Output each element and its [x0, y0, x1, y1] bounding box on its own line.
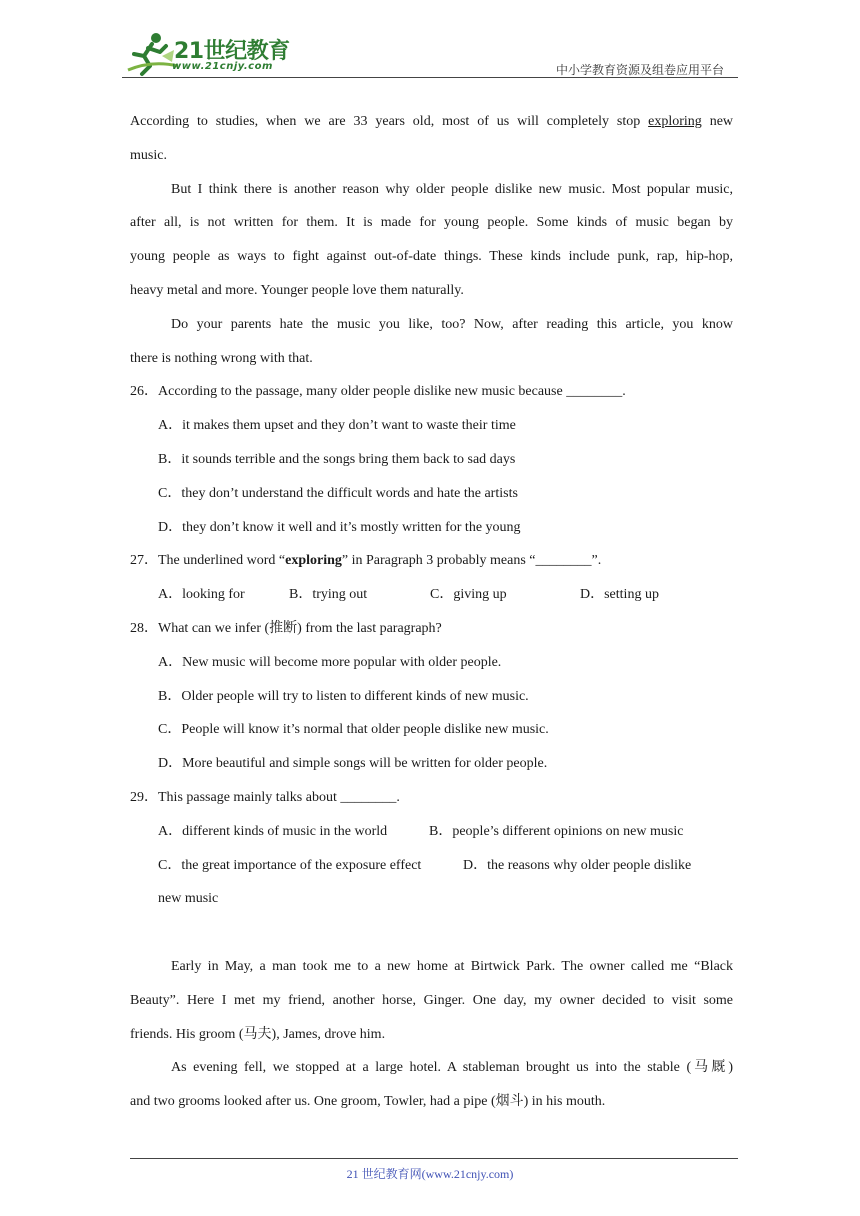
paragraph-line: young people as ways to fight against out-of-date things. These kinds include punk, rap, hip-hop, [130, 249, 733, 265]
document-body [130, 108, 733, 1122]
q26-option-d: D．they don’t know it well and it’s mostly written for the young [158, 519, 521, 535]
site-logo [122, 30, 292, 78]
paragraph-line: Do your parents hate the music you like, too? Now, after reading this article, you know [171, 316, 733, 332]
underlined-word: exploring [648, 114, 702, 129]
question-29-stem: 29．This passage mainly talks about ________. [130, 789, 400, 805]
footer-divider [130, 1158, 738, 1159]
q29-option-b: B．people’s different opinions on new music [429, 823, 684, 839]
q27-options-row [130, 581, 733, 615]
q29-option-d: D．the reasons why older people dislike [463, 857, 692, 873]
logo-text: 21世纪教育 [174, 39, 290, 64]
q29-options-row-1 [130, 818, 733, 852]
paragraph-line: music. [130, 147, 167, 163]
question-27-stem: 27．The underlined word “exploring” in Paragraph 3 probably means “________”. [130, 553, 602, 569]
paragraph-line: But I think there is another reason why older people dislike new music. Most popular music, [171, 181, 733, 197]
q28-option-d: D．More beautiful and simple songs will be written for older people. [158, 756, 548, 772]
q27-option-c: C．giving up [430, 587, 507, 603]
question-28-stem: 28．What can we infer (推断) from the last paragraph? [130, 620, 442, 636]
page-header [122, 30, 738, 80]
q27-option-b: B．trying out [289, 587, 368, 603]
logo-url: www.21cnjy.com [172, 61, 273, 72]
q26-option-a: A．it makes them upset and they don’t want to waste their time [158, 418, 516, 434]
q26-option-c: C．they don’t understand the difficult words and hate the artists [158, 485, 518, 501]
q29-option-a: A．different kinds of music in the world [158, 823, 388, 839]
paragraph-line: According to studies, when we are 33 years old, most of us will completely stop exploring new [130, 114, 734, 129]
header-platform-text: 中小学教育资源及组卷应用平台 [555, 63, 724, 77]
question-26-stem: 26．According to the passage, many older people dislike new music because ________. [130, 384, 626, 400]
paragraph-line: after all, is not written for them. It is made for young people. Some kinds of music began by [130, 215, 733, 231]
paragraph-line: As evening fell, we stopped at a large hotel. A stableman brought us into the stable (马厩) [171, 1060, 733, 1076]
q28-option-a: A．New music will become more popular with older people. [158, 654, 502, 670]
paragraph-line: heavy metal and more. Younger people love them naturally. [130, 282, 464, 298]
q28-option-c: C．People will know it’s normal that older people dislike new music. [158, 722, 549, 738]
q29-option-d-continued: new music [158, 891, 219, 907]
paragraph-line: friends. His groom (马夫), James, drove him. [130, 1026, 386, 1042]
paragraph-line: and two grooms looked after us. One groom, Towler, had a pipe (烟斗) in his mouth. [130, 1094, 606, 1110]
q26-option-b: B．it sounds terrible and the songs bring them back to sad days [158, 451, 516, 467]
paragraph-line: there is nothing wrong with that. [130, 350, 313, 366]
footer-link[interactable]: 21 世纪教育网(www.21cnjy.com) [346, 1167, 514, 1181]
q27-option-a: A．looking for [158, 587, 245, 603]
q29-options-row-2 [130, 852, 733, 886]
passage-gap [130, 919, 733, 953]
paragraph-line: Beauty”. Here I met my friend, another horse, Ginger. One day, my owner decided to visit some [130, 992, 733, 1008]
q28-option-b: B．Older people will try to listen to different kinds of new music. [158, 688, 529, 704]
header-divider [122, 77, 738, 78]
q29-option-c: C．the great importance of the exposure effect [158, 857, 422, 873]
q27-option-d: D．setting up [580, 587, 659, 603]
paragraph-line: Early in May, a man took me to a new home at Birtwick Park. The owner called me “Black [171, 958, 733, 974]
bold-word: exploring [285, 553, 342, 569]
